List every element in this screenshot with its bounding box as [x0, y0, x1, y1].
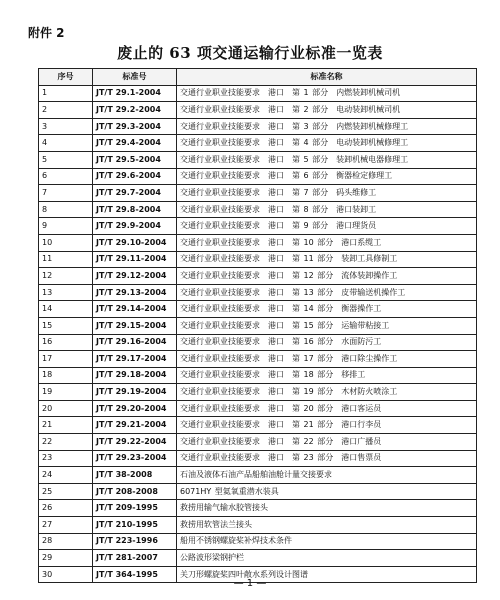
table-header — [39, 69, 477, 86]
header-serial: 序号 — [39, 69, 93, 86]
table-row — [39, 85, 477, 102]
serial-cell: 10 — [39, 234, 93, 251]
serial-cell: 1 — [39, 85, 93, 102]
standard-name-cell: 交通行业职业技能要求 港口 第 7 部分 码头维修工 — [177, 185, 477, 202]
table-row — [39, 268, 477, 285]
page-number: — 1 — — [233, 578, 267, 589]
table-row — [39, 301, 477, 318]
standard-name-cell: 交通行业职业技能要求 港口 第 8 部分 港口装卸工 — [177, 201, 477, 218]
standard-code-cell: JT/T 210-1995 — [93, 517, 177, 534]
table-row — [39, 317, 477, 334]
standard-name-cell: 交通行业职业技能要求 港口 第 18 部分 移排工 — [177, 367, 477, 384]
serial-cell: 7 — [39, 185, 93, 202]
standard-code-cell: JT/T 209-1995 — [93, 500, 177, 517]
standard-name-cell: 交通行业职业技能要求 港口 第 14 部分 衡器操作工 — [177, 301, 477, 318]
table-row — [39, 201, 477, 218]
serial-cell: 6 — [39, 168, 93, 185]
serial-cell: 22 — [39, 434, 93, 451]
standard-code-cell: JT/T 29.8-2004 — [93, 201, 177, 218]
standard-name-cell: 石油及液体石油产品船舶油舱计量交接要求 — [177, 467, 477, 484]
standard-code-cell: JT/T 29.9-2004 — [93, 218, 177, 235]
serial-cell: 19 — [39, 384, 93, 401]
standard-code-cell: JT/T 29.4-2004 — [93, 135, 177, 152]
serial-cell: 9 — [39, 218, 93, 235]
standard-code-cell: JT/T 29.11-2004 — [93, 251, 177, 268]
serial-cell: 30 — [39, 566, 93, 583]
table-row — [39, 517, 477, 534]
standard-name-cell: 交通行业职业技能要求 港口 第 12 部分 流体装卸操作工 — [177, 268, 477, 285]
table-row — [39, 334, 477, 351]
serial-cell: 5 — [39, 151, 93, 168]
serial-cell: 20 — [39, 400, 93, 417]
table-row — [39, 185, 477, 202]
table-row — [39, 168, 477, 185]
table-row — [39, 135, 477, 152]
table-row — [39, 234, 477, 251]
standard-code-cell: JT/T 208-2008 — [93, 483, 177, 500]
standard-code-cell: JT/T 29.16-2004 — [93, 334, 177, 351]
standard-name-cell: 交通行业职业技能要求 港口 第 9 部分 港口理货员 — [177, 218, 477, 235]
standard-name-cell: 交通行业职业技能要求 港口 第 20 部分 港口客运员 — [177, 400, 477, 417]
standard-name-cell: 交通行业职业技能要求 港口 第 5 部分 装卸机械电器修理工 — [177, 151, 477, 168]
standard-code-cell: JT/T 29.17-2004 — [93, 351, 177, 368]
standard-name-cell: 交通行业职业技能要求 港口 第 3 部分 内燃装卸机械修理工 — [177, 118, 477, 135]
table-row — [39, 550, 477, 567]
table-row — [39, 417, 477, 434]
standard-code-cell: JT/T 29.10-2004 — [93, 234, 177, 251]
standard-name-cell: 救捞用输气输水胶管接头 — [177, 500, 477, 517]
serial-cell: 16 — [39, 334, 93, 351]
serial-cell: 4 — [39, 135, 93, 152]
standard-name-cell: 交通行业职业技能要求 港口 第 17 部分 港口除尘操作工 — [177, 351, 477, 368]
standard-name-cell: 交通行业职业技能要求 港口 第 10 部分 港口系缆工 — [177, 234, 477, 251]
header-standard-code: 标准号 — [93, 69, 177, 86]
standard-code-cell: JT/T 29.23-2004 — [93, 450, 177, 467]
standard-code-cell: JT/T 29.14-2004 — [93, 301, 177, 318]
serial-cell: 26 — [39, 500, 93, 517]
standard-name-cell: 交通行业职业技能要求 港口 第 23 部分 港口售票员 — [177, 450, 477, 467]
table-row — [39, 284, 477, 301]
serial-cell: 3 — [39, 118, 93, 135]
serial-cell: 25 — [39, 483, 93, 500]
serial-cell: 27 — [39, 517, 93, 534]
standard-name-cell: 6071HY 型氦氧重潜水装具 — [177, 483, 477, 500]
table-row — [39, 151, 477, 168]
serial-cell: 23 — [39, 450, 93, 467]
serial-cell: 15 — [39, 317, 93, 334]
table-row — [39, 483, 477, 500]
standard-code-cell: JT/T 29.2-2004 — [93, 102, 177, 119]
standard-code-cell: JT/T 281-2007 — [93, 550, 177, 567]
standard-code-cell: JT/T 29.3-2004 — [93, 118, 177, 135]
table-row — [39, 351, 477, 368]
table-row — [39, 533, 477, 550]
standard-name-cell: 救捞用软管法兰接头 — [177, 517, 477, 534]
serial-cell: 17 — [39, 351, 93, 368]
standard-name-cell: 交通行业职业技能要求 港口 第 2 部分 电动装卸机械司机 — [177, 102, 477, 119]
standard-name-cell: 交通行业职业技能要求 港口 第 15 部分 运输带粘接工 — [177, 317, 477, 334]
serial-cell: 21 — [39, 417, 93, 434]
standard-code-cell: JT/T 29.13-2004 — [93, 284, 177, 301]
serial-cell: 8 — [39, 201, 93, 218]
standard-name-cell: 交通行业职业技能要求 港口 第 16 部分 水面防污工 — [177, 334, 477, 351]
serial-cell: 29 — [39, 550, 93, 567]
table-row — [39, 467, 477, 484]
standard-code-cell: JT/T 29.12-2004 — [93, 268, 177, 285]
standard-code-cell: JT/T 364-1995 — [93, 566, 177, 583]
table-row — [39, 450, 477, 467]
document-title: 废止的 63 项交通运输行业标准一览表 — [117, 44, 383, 62]
standard-name-cell: 交通行业职业技能要求 港口 第 22 部分 港口广播员 — [177, 434, 477, 451]
serial-cell: 18 — [39, 367, 93, 384]
standard-code-cell: JT/T 29.15-2004 — [93, 317, 177, 334]
serial-cell: 24 — [39, 467, 93, 484]
serial-cell: 13 — [39, 284, 93, 301]
serial-cell: 14 — [39, 301, 93, 318]
table-row — [39, 218, 477, 235]
table-row — [39, 384, 477, 401]
standard-code-cell: JT/T 29.20-2004 — [93, 400, 177, 417]
serial-cell: 2 — [39, 102, 93, 119]
table-row — [39, 367, 477, 384]
header-row — [39, 69, 477, 86]
standard-code-cell: JT/T 29.1-2004 — [93, 85, 177, 102]
table-row — [39, 400, 477, 417]
attachment-label: 附件 2 — [28, 26, 65, 40]
standards-table — [38, 68, 477, 583]
standard-code-cell: JT/T 29.18-2004 — [93, 367, 177, 384]
standard-code-cell: JT/T 29.21-2004 — [93, 417, 177, 434]
standard-code-cell: JT/T 29.7-2004 — [93, 185, 177, 202]
standard-code-cell: JT/T 29.6-2004 — [93, 168, 177, 185]
standard-code-cell: JT/T 38-2008 — [93, 467, 177, 484]
standard-name-cell: 交通行业职业技能要求 港口 第 21 部分 港口行李员 — [177, 417, 477, 434]
table-body — [39, 85, 477, 583]
table-row — [39, 251, 477, 268]
standard-code-cell: JT/T 223-1996 — [93, 533, 177, 550]
standard-name-cell: 交通行业职业技能要求 港口 第 13 部分 皮带输送机操作工 — [177, 284, 477, 301]
standard-name-cell: 交通行业职业技能要求 港口 第 1 部分 内燃装卸机械司机 — [177, 85, 477, 102]
serial-cell: 12 — [39, 268, 93, 285]
header-standard-name: 标准名称 — [177, 69, 477, 86]
table-row — [39, 118, 477, 135]
standard-name-cell: 交通行业职业技能要求 港口 第 11 部分 装卸工具修制工 — [177, 251, 477, 268]
standard-name-cell: 关刀形螺旋桨四叶敞水系列设计图谱 — [177, 566, 477, 583]
standard-name-cell: 交通行业职业技能要求 港口 第 4 部分 电动装卸机械修理工 — [177, 135, 477, 152]
serial-cell: 11 — [39, 251, 93, 268]
table-row — [39, 102, 477, 119]
serial-cell: 28 — [39, 533, 93, 550]
standard-name-cell: 交通行业职业技能要求 港口 第 6 部分 衡器检定修理工 — [177, 168, 477, 185]
standard-name-cell: 公路波形梁钢护栏 — [177, 550, 477, 567]
standard-code-cell: JT/T 29.22-2004 — [93, 434, 177, 451]
standard-code-cell: JT/T 29.19-2004 — [93, 384, 177, 401]
table-row — [39, 500, 477, 517]
standard-code-cell: JT/T 29.5-2004 — [93, 151, 177, 168]
table-row — [39, 434, 477, 451]
standard-name-cell: 船用不锈钢螺旋桨补焊技术条件 — [177, 533, 477, 550]
standard-name-cell: 交通行业职业技能要求 港口 第 19 部分 木材防火喷涂工 — [177, 384, 477, 401]
